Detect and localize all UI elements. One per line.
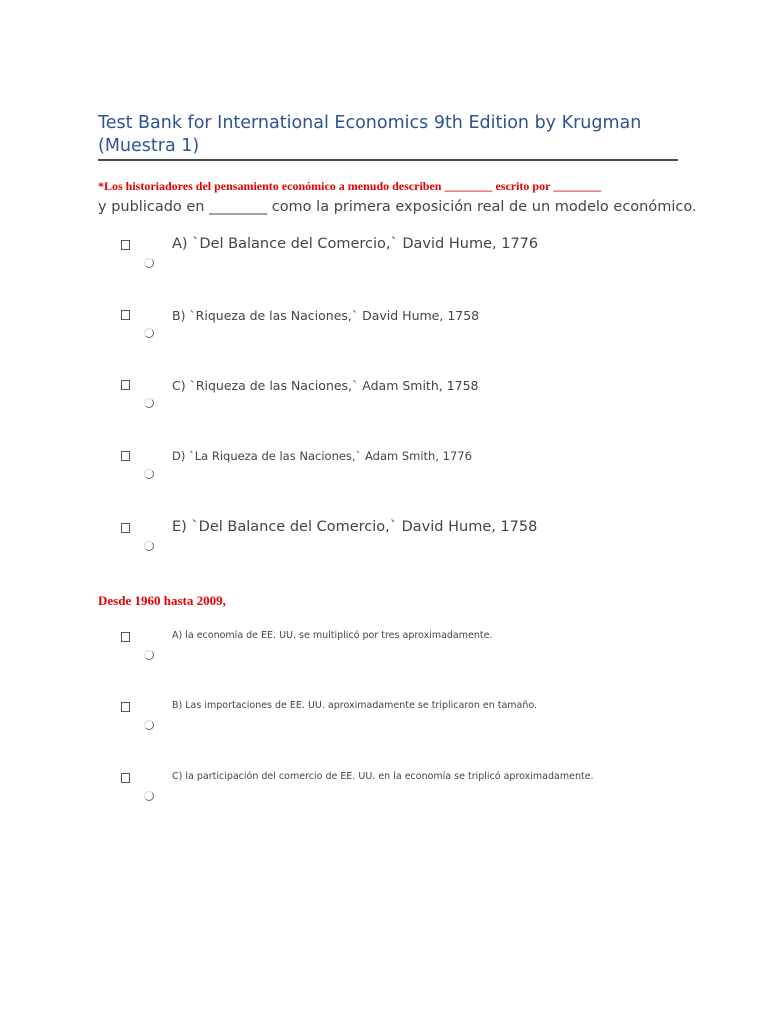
radio-button-icon[interactable] [144, 541, 154, 551]
radio-button-icon[interactable] [144, 469, 154, 479]
radio-button-icon[interactable] [144, 258, 154, 268]
checkbox-marker-icon [121, 773, 130, 783]
radio-button-icon[interactable] [144, 328, 154, 338]
option-label: C) la participación del comercio de EE. UU. en la economía se triplicó aproximadamente. [172, 771, 594, 782]
checkbox-marker-icon [121, 240, 130, 250]
checkbox-marker-icon [121, 632, 130, 642]
question-1-option-d[interactable] [0, 449, 768, 489]
question-1-option-a[interactable] [0, 238, 768, 278]
option-label: D) `La Riqueza de las Naciones,` Adam Smith, 1776 [172, 449, 472, 463]
page-title: Test Bank for International Economics 9th Edition by Krugman (Muestra 1) [98, 112, 678, 161]
question-1-option-e[interactable] [0, 521, 768, 561]
question-1-prompt: *Los historiadores del pensamiento económico a menudo describen ________ escrito por ________ [98, 179, 602, 193]
checkbox-marker-icon [121, 451, 130, 461]
question-2-option-b[interactable] [0, 700, 768, 740]
radio-button-icon[interactable] [144, 720, 154, 730]
option-label: B) Las importaciones de EE. UU. aproximadamente se triplicaron en tamaño. [172, 700, 538, 711]
checkbox-marker-icon [121, 380, 130, 390]
option-label: A) `Del Balance del Comercio,` David Hume, 1776 [172, 236, 539, 252]
option-label: B) `Riqueza de las Naciones,` David Hume, 1758 [172, 308, 480, 323]
checkbox-marker-icon [121, 702, 130, 712]
option-label: E) `Del Balance del Comercio,` David Hume, 1758 [172, 519, 538, 535]
question-1-option-b[interactable] [0, 308, 768, 348]
question-1-option-c[interactable] [0, 378, 768, 418]
checkbox-marker-icon [121, 310, 130, 320]
radio-button-icon[interactable] [144, 398, 154, 408]
question-1-prompt-continued: y publicado en ________ como la primera exposición real de un modelo económico. [98, 199, 697, 215]
question-2-option-c[interactable] [0, 771, 768, 811]
option-label: C) `Riqueza de las Naciones,` Adam Smith, 1758 [172, 378, 479, 393]
checkbox-marker-icon [121, 523, 130, 533]
question-2-prompt: Desde 1960 hasta 2009, [98, 593, 226, 608]
radio-button-icon[interactable] [144, 650, 154, 660]
question-2-option-a[interactable] [0, 630, 768, 670]
radio-button-icon[interactable] [144, 791, 154, 801]
option-label: A) la economía de EE. UU. se multiplicó por tres aproximadamente. [172, 630, 493, 641]
